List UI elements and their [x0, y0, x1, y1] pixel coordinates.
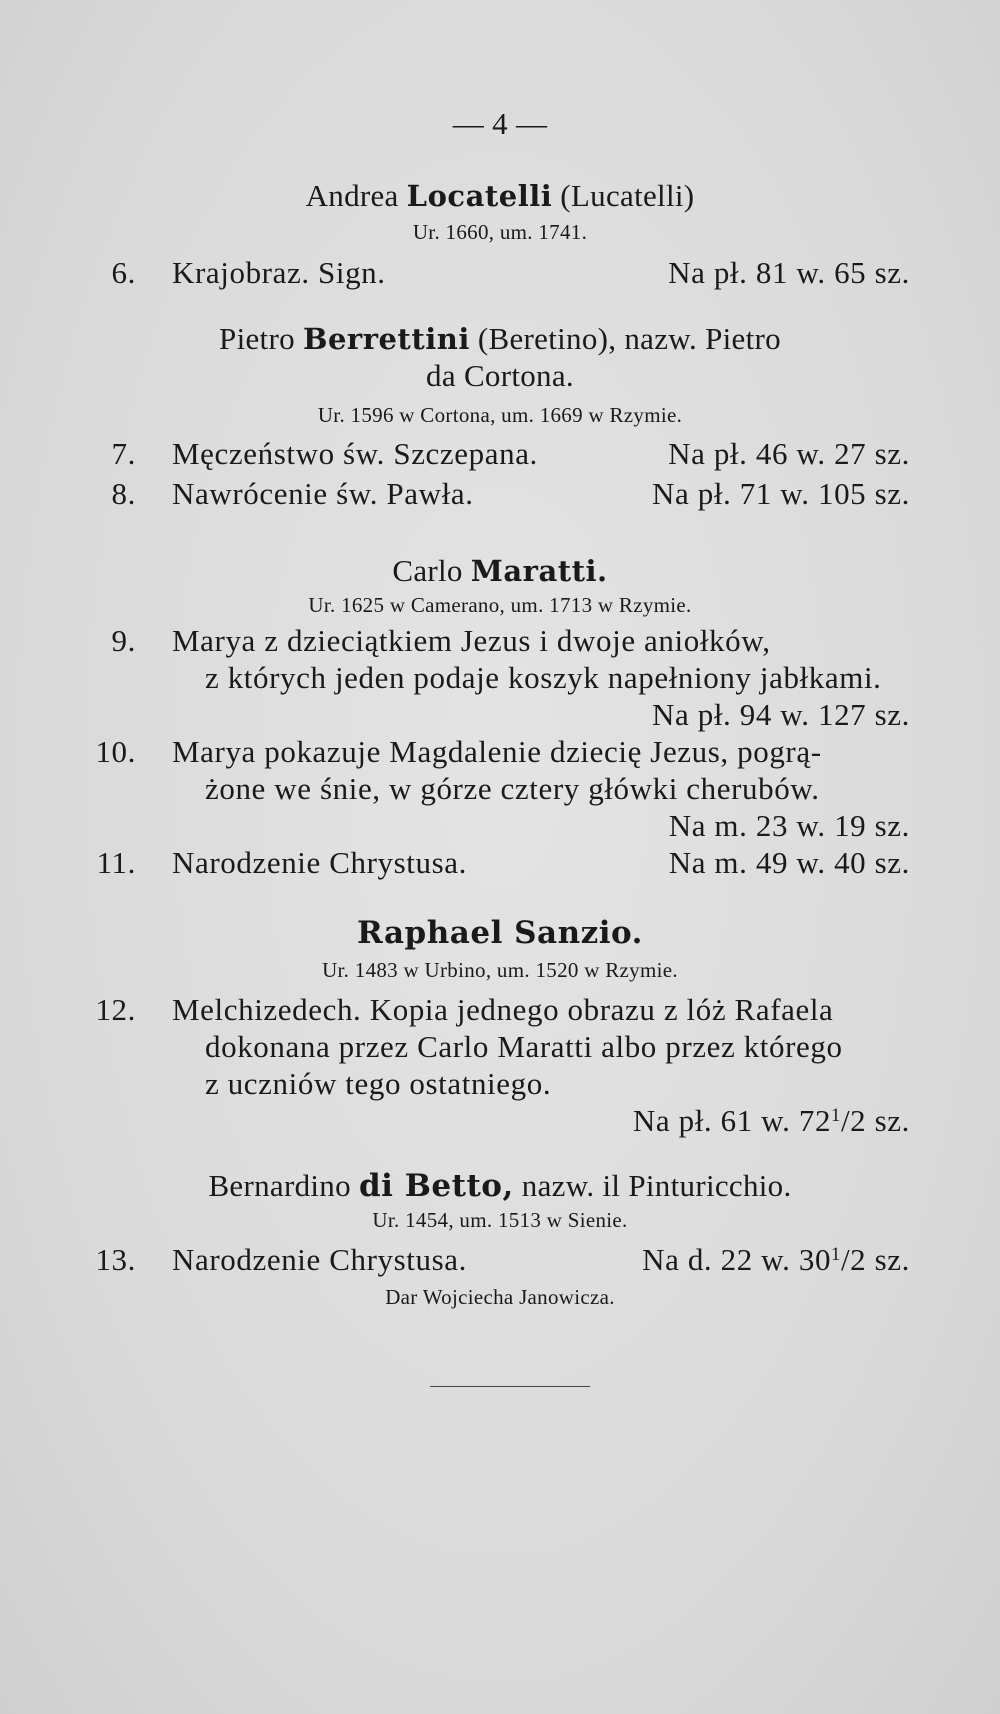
artist-heading-betto: [0, 1170, 1000, 1202]
item-size-main: Na d. 22 w. 30: [642, 1242, 832, 1277]
item-number: 9.: [111, 623, 136, 658]
artist-dates: Ur. 1596 w Cortona, um. 1669 w Rzymie.: [317, 403, 683, 427]
item-size-fraction-numerator: 1: [831, 1104, 841, 1126]
item-title-line: z których jeden podaje koszyk napełniony jabłkami.: [205, 660, 882, 695]
item-title-line: z uczniów tego ostatniego.: [205, 1066, 552, 1101]
item-size: Na pł. 71 w. 105 sz.: [652, 476, 910, 511]
page-number: — 4 —: [452, 106, 548, 141]
item-size: Na m. 23 w. 19 sz.: [668, 808, 910, 843]
artist-first-name: Bernardino: [208, 1168, 359, 1203]
artist-alias: nazw. il Pinturicchio.: [513, 1168, 792, 1203]
artist-heading-berrettini: [0, 323, 1000, 354]
item-size: Na pł. 94 w. 127 sz.: [652, 697, 910, 732]
item-title-line: dokonana przez Carlo Maratti albo przez którego: [205, 1029, 843, 1064]
item-size: Na pł. 81 w. 65 sz.: [668, 255, 910, 290]
artist-heading-maratti: [0, 555, 1000, 586]
item-title: Narodzenie Chrystusa.: [172, 845, 467, 880]
item-title: Męczeństwo św. Szczepana.: [172, 436, 538, 471]
artist-surname: Maratti.: [470, 554, 608, 588]
item-number: 13.: [95, 1242, 136, 1277]
item-number: 12.: [95, 992, 136, 1027]
artist-dates: Ur. 1625 w Camerano, um. 1713 w Rzymie.: [308, 593, 692, 617]
artist-heading-locatelli: [0, 180, 1000, 211]
artist-dates: Ur. 1660, um. 1741.: [412, 220, 588, 244]
artist-first-name: Carlo: [392, 553, 471, 588]
artist-heading-sanzio: [0, 915, 1000, 951]
artist-alias: (Beretino), nazw. Pietro: [469, 321, 781, 356]
item-title: Krajobraz. Sign.: [172, 255, 386, 290]
item-title-line: Marya pokazuje Magdalenie dziecię Jezus, pogrą-: [172, 734, 822, 769]
item-size-fraction-rest: /2 sz.: [840, 1242, 910, 1277]
item-number: 8.: [111, 476, 136, 511]
artist-dates: Ur. 1483 w Urbino, um. 1520 w Rzymie.: [322, 958, 678, 982]
artist-surname: Locatelli: [406, 179, 553, 213]
item-size-main: Na pł. 61 w. 72: [632, 1103, 832, 1138]
item-size: Na pł. 46 w. 27 sz.: [668, 436, 910, 471]
item-title: Narodzenie Chrystusa.: [172, 1242, 467, 1277]
item-number: 11.: [96, 845, 136, 880]
item-number: 10.: [95, 734, 136, 769]
item-title-line: Melchizedech. Kopia jednego obrazu z lóż Rafaela: [172, 992, 834, 1027]
artist-alias: (Lucatelli): [552, 178, 695, 213]
artist-surname: Berrettini: [302, 322, 470, 356]
item-size-fraction-rest: /2 sz.: [840, 1103, 910, 1138]
item-size: [633, 1105, 910, 1136]
artist-dates: Ur. 1454, um. 1513 w Sienie.: [372, 1208, 628, 1232]
item-title-line: żone we śnie, w górze cztery główki cherubów.: [205, 771, 820, 806]
item-size: [642, 1244, 910, 1275]
item-number: 6.: [111, 255, 136, 290]
item-size: Na m. 49 w. 40 sz.: [668, 845, 910, 880]
artist-first-name: Andrea: [305, 178, 407, 213]
closing-rule: [430, 1386, 590, 1387]
item-number: 7.: [111, 436, 136, 471]
item-title-line: Marya z dzieciątkiem Jezus i dwoje aniołków,: [172, 623, 771, 658]
artist-name: Raphael Sanzio.: [357, 915, 643, 951]
artist-first-name: Pietro: [219, 321, 303, 356]
artist-heading-line2: da Cortona.: [426, 358, 574, 393]
item-size-fraction-numerator: 1: [831, 1243, 841, 1265]
item-title: Nawrócenie św. Pawła.: [172, 476, 474, 511]
donation-note: Dar Wojciecha Janowicza.: [385, 1285, 615, 1309]
artist-surname: di Betto,: [358, 1168, 514, 1204]
